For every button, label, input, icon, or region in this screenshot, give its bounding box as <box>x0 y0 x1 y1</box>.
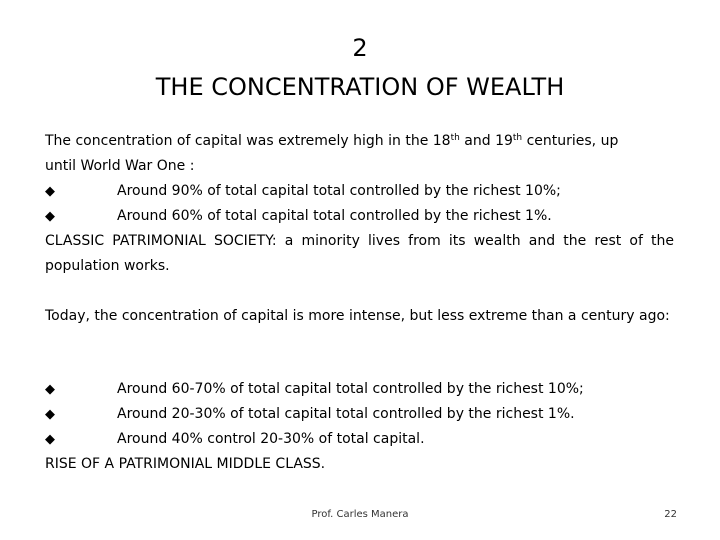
slide-number: 2 <box>352 34 368 62</box>
diamond-bullet-icon: ◆ <box>45 209 55 224</box>
today-paragraph: Today, the concentration of capital is more intense, but less extreme than a century ago: <box>45 308 670 324</box>
diamond-bullet-icon: ◆ <box>45 432 55 447</box>
diamond-bullet-icon: ◆ <box>45 184 55 199</box>
list-item: ◆ Around 20-30% of total capital total controlled by the richest 1%. <box>45 402 674 427</box>
intro-line-2: until World War One : <box>45 158 195 174</box>
slide-title: THE CONCENTRATION OF WEALTH <box>155 73 565 101</box>
footer-author: Prof. Carles Manera <box>311 509 409 520</box>
list-item: ◆ Around 40% control 20-30% of total capital. <box>45 427 674 452</box>
diamond-bullet-icon: ◆ <box>45 382 55 397</box>
page-number: 22 <box>664 509 677 520</box>
list-item: ◆ Around 90% of total capital total controlled by the richest 10%; <box>45 179 674 204</box>
intro-line-1: The concentration of capital was extremely high in the 18th and 19th centuries, up <box>45 133 619 149</box>
rise-text: RISE OF A PATRIMONIAL MIDDLE CLASS. <box>45 456 326 472</box>
list-item: ◆ Around 60% of total capital total controlled by the richest 1%. <box>45 204 674 229</box>
intro-block <box>45 129 674 279</box>
today-bullets <box>45 377 674 477</box>
diamond-bullet-icon: ◆ <box>45 407 55 422</box>
list-item: ◆ Around 60-70% of total capital total controlled by the richest 10%; <box>45 377 674 402</box>
classic-society-text: CLASSIC PATRIMONIAL SOCIETY: a minority lives from its wealth and the rest of the population works. <box>45 233 674 274</box>
